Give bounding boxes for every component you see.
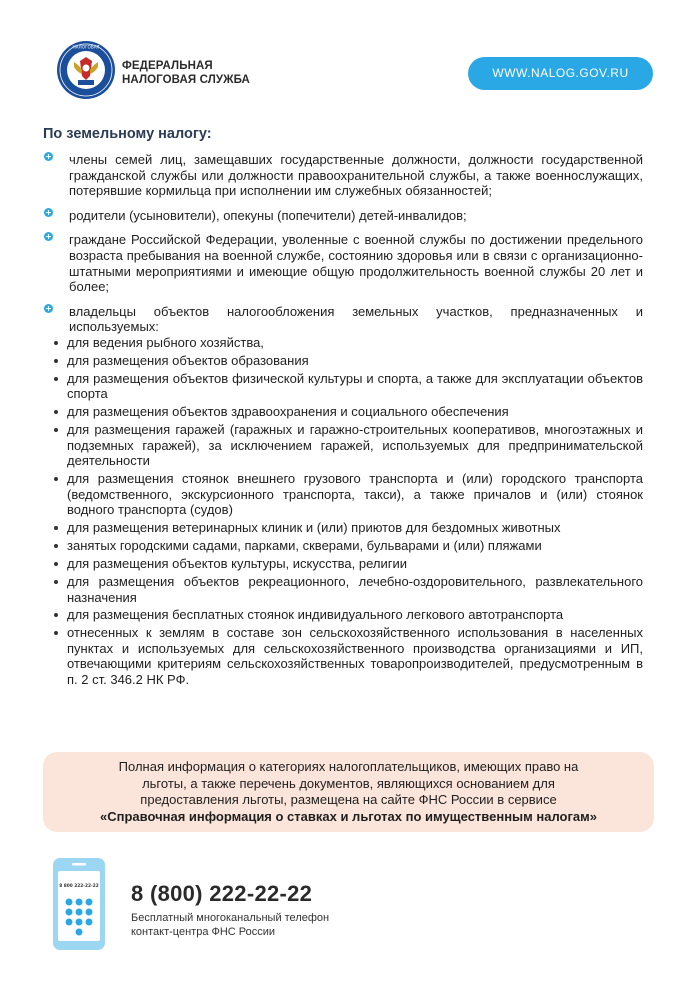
list-item-text: родители (усыновители), опекуны (попечители) детей-инвалидов;: [69, 207, 467, 223]
list-item: [43, 232, 643, 294]
info-box: [43, 752, 654, 832]
info-line: льготы, а также перечень документов, являющихся основанием для: [142, 775, 555, 791]
svg-text:НАЛОГОВАЯ: НАЛОГОВАЯ: [72, 44, 100, 50]
info-line: предоставления льготы, размещена на сайте ФНС России в сервисе: [140, 792, 557, 807]
sub-list-item: для размещения ветеринарных клиник и (или) приютов для бездомных животных: [43, 520, 643, 536]
plus-bullet-icon: [44, 232, 53, 241]
service-name: «Справочная информация о ставках и льготах по имущественным налогам»: [99, 808, 597, 824]
sub-list-item: для размещения бесплатных стоянок индивидуального легкового автотранспорта: [43, 607, 643, 623]
benefit-list: [43, 152, 643, 697]
hotline-desc-line2: контакт-центра ФНС России: [131, 925, 276, 938]
list-item-text: члены семей лиц, замещавших государственные должности, должности государственной гражданской службы или должности правоохранительной службы, а также военнослужащих, потерявшие кормильца при исполнении им служебных обязанностей;: [69, 152, 643, 199]
sub-list-item: для размещения объектов физической культуры и спорта, а также для эксплуатации объектов спорта: [43, 371, 643, 402]
sub-list-item: для размещения объектов образования: [43, 353, 643, 369]
sub-list-item: для ведения рыбного хозяйства,: [43, 335, 643, 351]
sub-list-item: для размещения объектов культуры, искусства, религии: [43, 556, 643, 572]
org-name-line1: ФЕДЕРАЛЬНАЯ: [122, 60, 213, 72]
section-title: По земельному налогу:: [43, 126, 212, 142]
hotline-desc-line1: Бесплатный многоканальный телефон: [131, 912, 330, 924]
phone-screen-text: 8 800 222-22-22: [59, 884, 99, 889]
org-name-line2: НАЛОГОВАЯ СЛУЖБА: [122, 74, 250, 86]
phone-icon: [53, 858, 105, 950]
list-item: [43, 152, 643, 199]
sub-list-item: для размещения объектов здравоохранения и социального обеспечения: [43, 404, 643, 420]
plus-bullet-icon: [44, 208, 53, 217]
sub-list-item: для размещения гаражей (гаражных и гаражно-строительных кооперативов, многоэтажных и подземных гаражей), за исключением гаражей, используемых для предпринимательской деятельности: [43, 422, 643, 469]
sub-list-item: для размещения объектов рекреационного, лечебно-оздоровительного, развлекательного назначения: [43, 574, 643, 605]
sub-list-item: для размещения стоянок внешнего грузового транспорта и (или) городского транспорта (ведомственного, экскурсионного транспорта, такси), а также причалов и (или) стоянок водного транспорта (судов): [43, 471, 643, 518]
hotline-phone-number[interactable]: 8 (800) 222-22-22: [131, 881, 313, 906]
land-use-sublist: [43, 335, 643, 688]
sub-list-item: отнесенных к землям в составе зон сельскохозяйственного использования в населенных пунктах и используемых для сельскохозяйственного производства организациями и ИП, отвечающими критериям сельскохозяйственных товаропроизводителей, предусмотренным в п. 2 ст. 346.2 НК РФ.: [43, 625, 643, 687]
list-item-text: владельцы объектов налогообложения земельных участков, предназначенных и используемых:: [69, 303, 643, 335]
plus-bullet-icon: [44, 304, 53, 313]
page-header: [0, 0, 690, 110]
plus-bullet-icon: [44, 152, 53, 161]
sub-list-item: занятых городскими садами, парками, скверами, бульварами и (или) пляжами: [43, 538, 643, 554]
org-name: [122, 59, 250, 87]
fns-emblem-icon: [56, 40, 116, 100]
site-link-button[interactable]: WWW.NALOG.GOV.RU: [468, 57, 653, 90]
info-line: Полная информация о категориях налогоплательщиков, имеющих право на: [118, 759, 579, 774]
list-item: [43, 208, 643, 224]
list-item-text: граждане Российской Федерации, уволенные с военной службы по достижении предельного возраста пребывания на военной службе, состоянию здоровья или в связи с организационно-штатными мероприятиями и имеющие общую продолжительность военной службы 20 лет и более;: [69, 232, 643, 295]
list-item: [43, 304, 643, 688]
hotline-description: [131, 912, 329, 939]
